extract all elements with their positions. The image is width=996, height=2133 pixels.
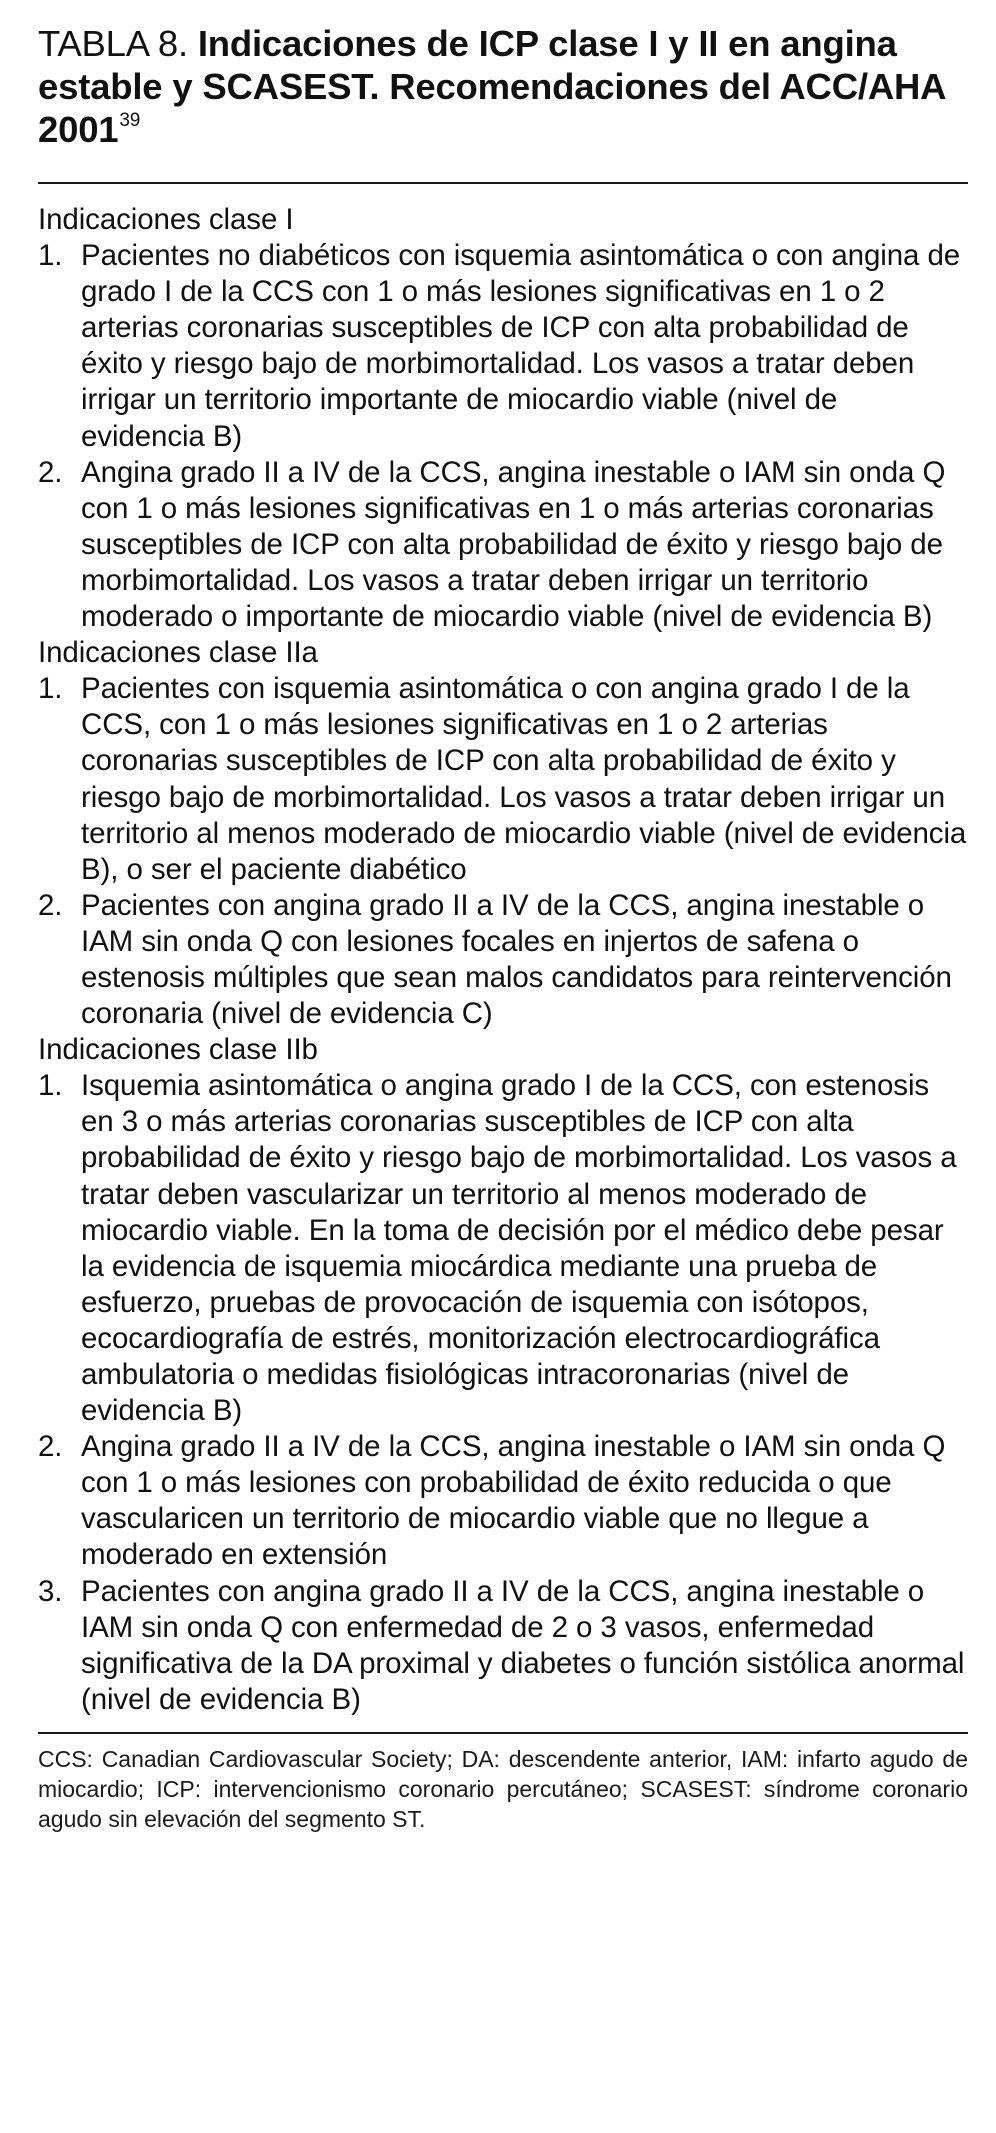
indication-list [38,671,968,1032]
section-heading: Indicaciones clase IIb [38,1033,318,1067]
table-label: TABLA 8. [38,23,188,64]
list-item [38,1429,968,1573]
list-item [38,1068,968,1429]
item-text: Pacientes con angina grado II a IV de la CCS, angina inestable o IAM sin onda Q con enfermedad de 2 o 3 vasos, enfermedad significativa de la DA proximal y diabetes o función sistólica anormal (nivel de evidencia B) [81,1574,965,1716]
bottom-rule [38,1732,968,1734]
item-number: 2. [38,1430,63,1464]
list-item [38,1574,968,1718]
item-number: 1. [38,1069,63,1103]
item-number: 1. [38,239,63,273]
top-rule [38,182,968,184]
section-heading: Indicaciones clase I [38,203,294,236]
item-text: Pacientes con isquemia asintomática o con angina grado I de la CCS, con 1 o más lesiones significativas en 1 o 2 arterias coronarias susceptibles de ICP con alta probabilidad de éxito y riesgo bajo de morbimortalidad. Los vasos a tratar deben irrigar un territorio al menos moderado de miocardio viable (nivel de evidencia B), o ser el paciente diabético [81,672,967,886]
list-item [38,888,968,1032]
item-number: 3. [38,1574,63,1608]
section-class-iib [38,1032,968,1718]
reference-number: 39 [119,110,141,131]
indication-list [38,238,968,635]
table-title [38,22,968,158]
table-page [38,22,968,1857]
item-text: Pacientes con angina grado II a IV de la CCS, angina inestable o IAM sin onda Q con lesiones focales en injertos de safena o estenosis múltiples que sean malos candidatos para reintervención coronaria (nivel de evidencia C) [81,888,952,1031]
table-footnote: CCS: Canadian Cardiovascular Society; DA: descendente anterior, IAM: infarto agudo de miocardio; ICP: intervencionismo coronario percutáneo; SCASEST: síndrome coronario agudo sin elevación del segmento ST. [38,1745,968,1832]
item-number: 2. [38,888,63,922]
item-text: Angina grado II a IV de la CCS, angina inestable o IAM sin onda Q con 1 o más lesiones significativas en 1 o más arterias coronarias susceptibles de ICP con alta probabilidad de éxito y riesgo bajo de morbimortalidad. Los vasos a tratar deben irrigar un territorio moderado o importante de miocardio viable (nivel de evidencia B) [81,455,946,634]
item-number: 2. [38,455,63,489]
item-text: Pacientes no diabéticos con isquemia asintomática o con angina de grado I de la CCS con 1 o más lesiones significativas en 1 o 2 arterias coronarias susceptibles de ICP con alta probabilidad de éxito y riesgo bajo de morbimortalidad. Los vasos a tratar deben irrigar un territorio importante de miocardio viable (nivel de evidencia B) [81,239,961,453]
item-text: Angina grado II a IV de la CCS, angina inestable o IAM sin onda Q con 1 o más lesiones con probabilidad de éxito reducida o que vascularicen un territorio de miocardio viable que no llegue a moderado en extensión [81,1430,946,1572]
table-body [38,202,968,1718]
section-heading: Indicaciones clase IIa [38,636,318,670]
item-text: Isquemia asintomática o angina grado I de la CCS, con estenosis en 3 o más arterias coronarias susceptibles de ICP con alta probabilidad de éxito y riesgo bajo de morbimortalidad. Los vasos a tratar deben vascularizar un territorio al menos moderado de miocardio viable. En la toma de decisión por el médico debe pesar la evidencia de isquemia miocárdica mediante una prueba de esfuerzo, pruebas de provocación de isquemia con isótopos, ecocardiografía de estrés, monitorización electrocardiográfica ambulatoria o medidas fisiológicas intracoronarias (nivel de evidencia B) [81,1069,957,1428]
list-item [38,455,968,635]
item-number: 1. [38,672,63,706]
list-item [38,671,968,888]
table-title-text: Indicaciones de ICP clase I y II en angina estable y SCASEST. Recomendaciones del ACC/AHA 2001 [38,23,945,150]
list-item [38,238,968,455]
indication-list [38,1068,968,1718]
section-class-i [38,202,968,635]
section-class-iia [38,635,968,1032]
